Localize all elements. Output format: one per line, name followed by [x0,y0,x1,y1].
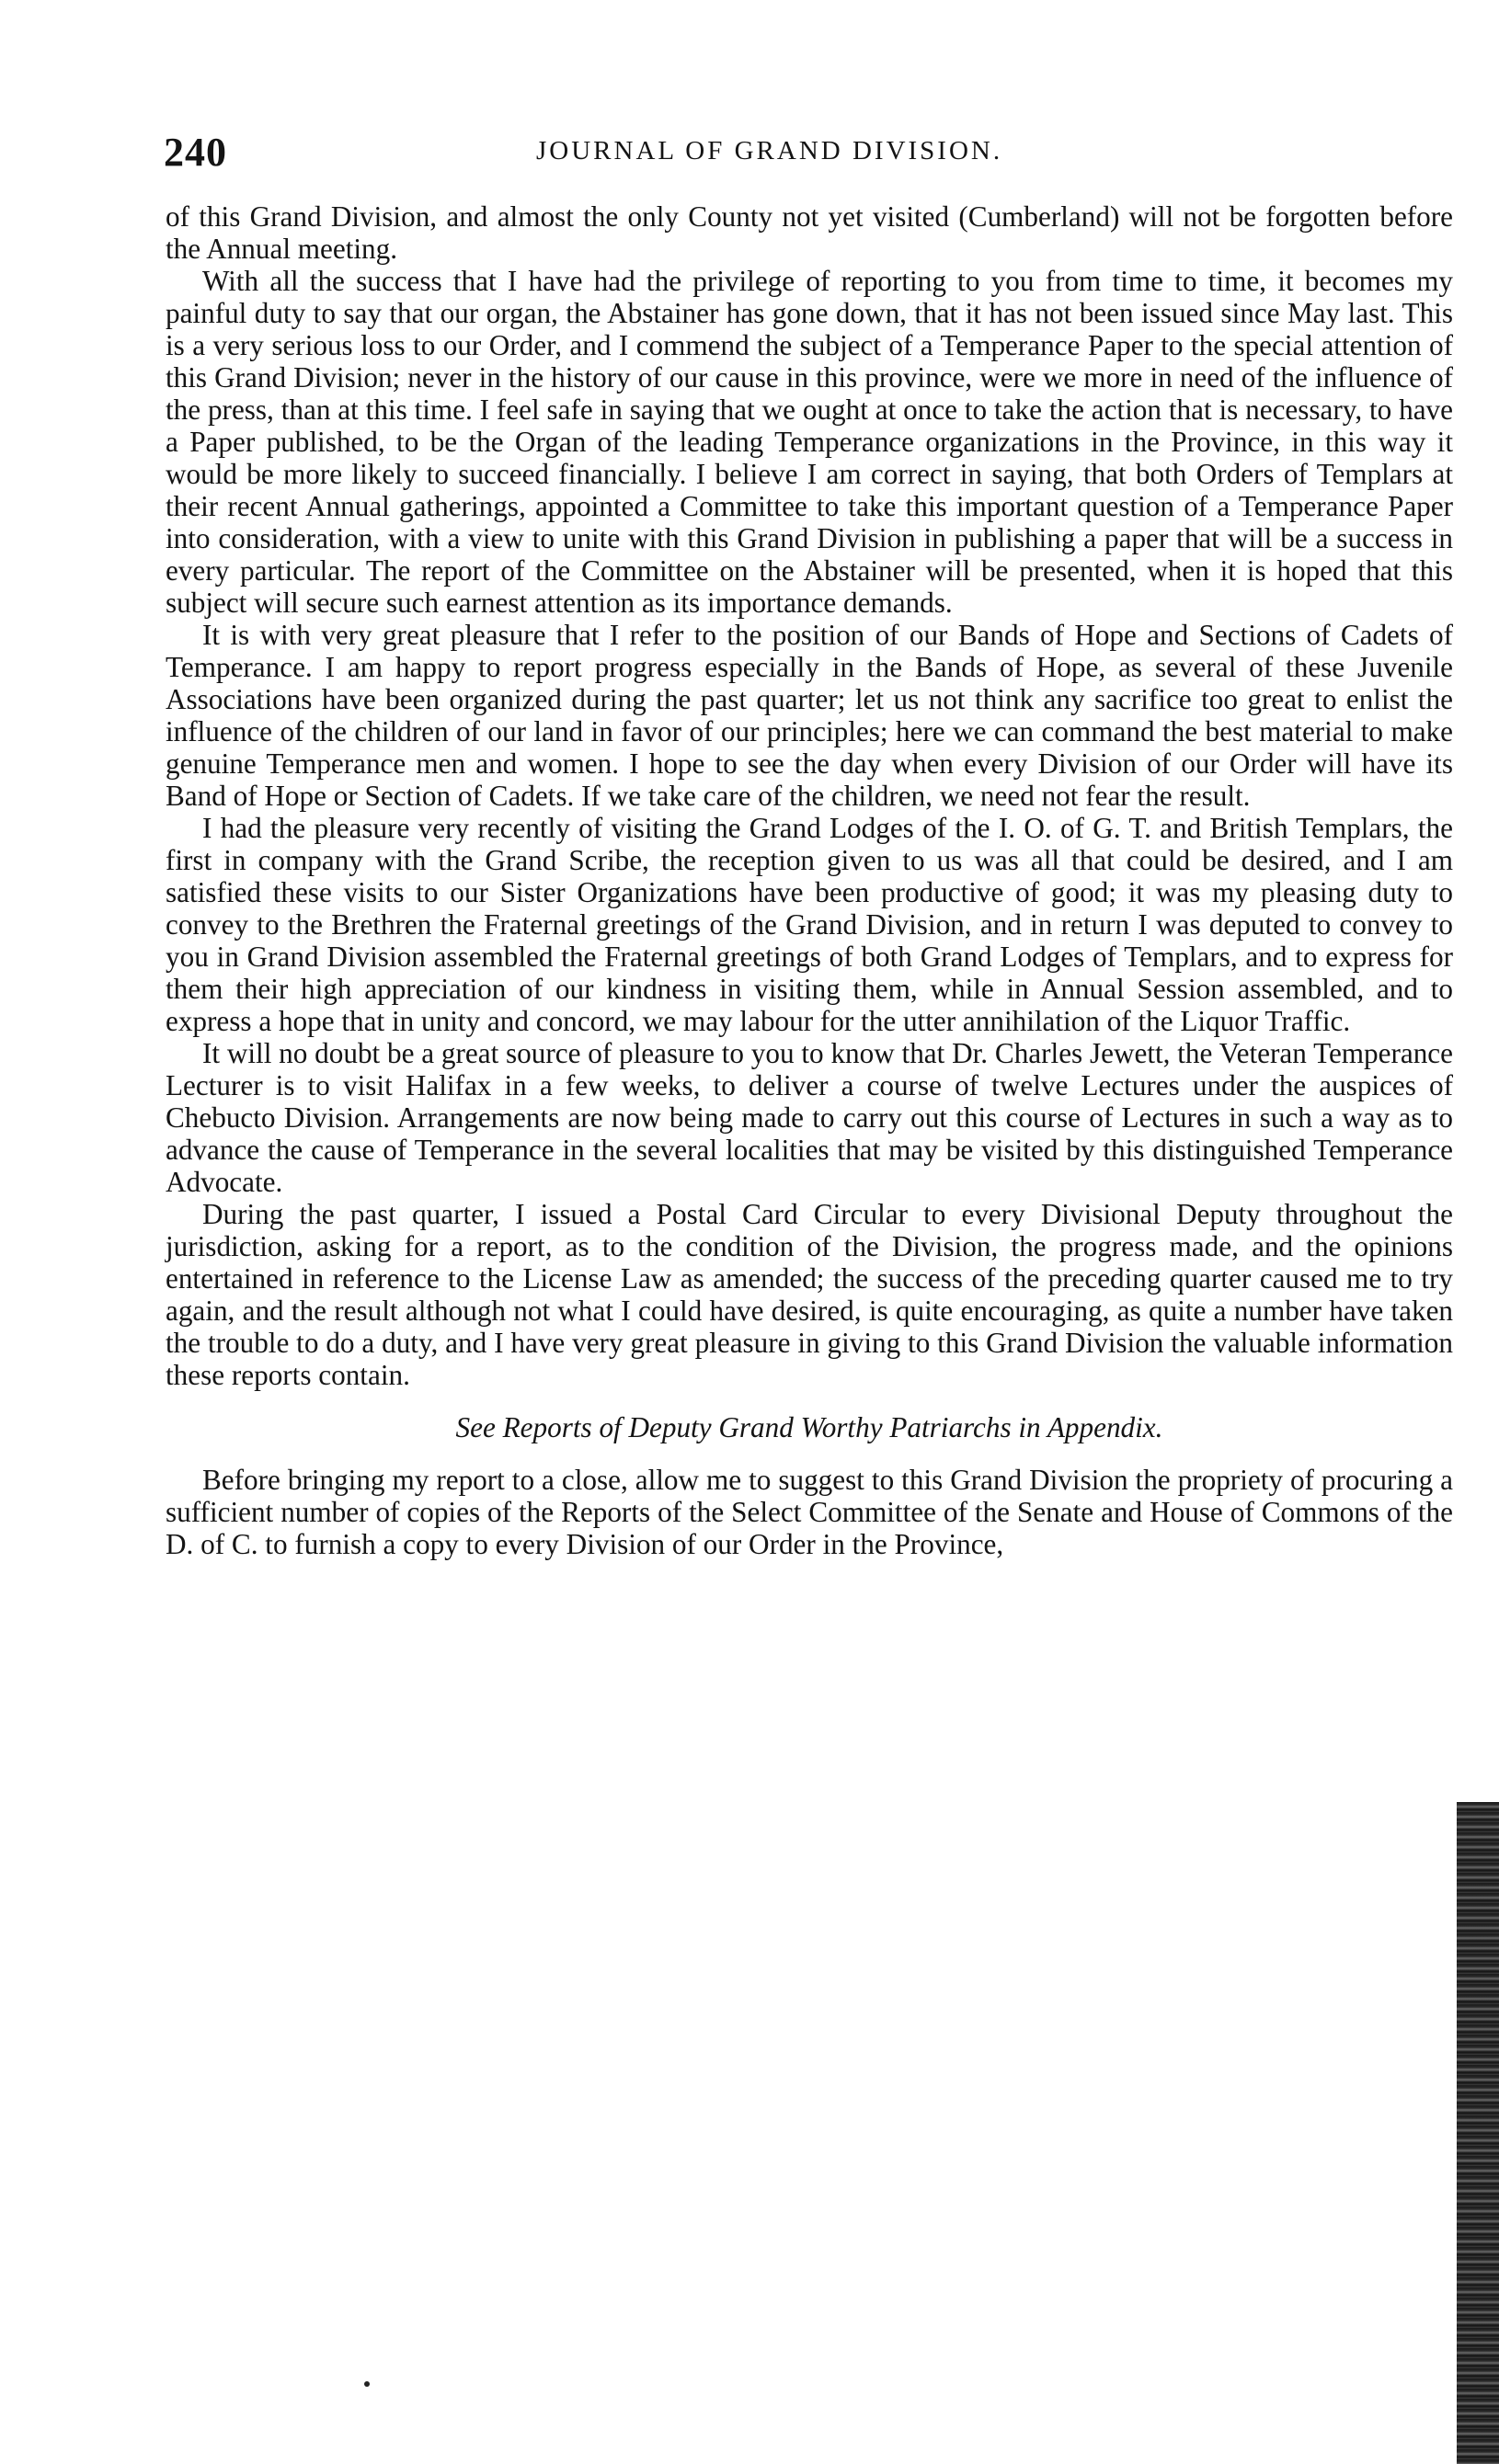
paragraph-bands-of-hope: It is with very great pleasure that I refer to the position of our Bands of Hope and Sections of Cadets of Temperance. I am happy to report progress especially in the Bands of Hope, as several of these Juvenile Associations have been organized during the past quarter; let us not think any sacrifice too great to enlist the influence of the children of our land in favor of our principles; here we can command the best material to make genuine Temperance men and women. I hope to see the day when every Division of our Order will have its Band of Hope or Section of Cadets. If we take care of the children, we need not fear the result. [166,619,1453,812]
paragraph-postal-card: During the past quarter, I issued a Postal Card Circular to every Divisional Deputy throughout the jurisdiction, asking for a report, as to the condition of the Division, the progress made, and the opinions entertained in reference to the License Law as amended; the success of the preceding quarter caused me to try again, and the result although not what I could have desired, is quite encouraging, as quite a number have taken the trouble to do a duty, and I have very great pleasure in giving to this Grand Division the valuable information these reports contain. [166,1198,1453,1391]
paragraph-abstainer: With all the success that I have had the privilege of reporting to you from time to time, it becomes my painful duty to say that our organ, the Abstainer has gone down, that it has not been issued since May last. This is a very serious loss to our Order, and I commend the subject of a Temperance Paper to the special attention of this Grand Division; never in the history of our cause in this province, were we more in need of the influence of the press, than at this time. I feel safe in saying that we ought at once to take the action that is necessary, to have a Paper published, to be the Organ of the leading Temperance organizations in the Province, in this way it would be more likely to succeed financially. I believe I am correct in saying, that both Orders of Templars at their recent Annual gatherings, appointed a Committee to take this important question of a Temperance Paper into consideration, with a view to unite with this Grand Division in publishing a paper that will be a success in every particular. The report of the Committee on the Abstainer will be presented, when it is hoped that this subject will secure such earnest attention as its importance demands. [166,265,1453,619]
paragraph-continuation: of this Grand Division, and almost the only County not yet visited (Cumberland) will not be forgotten before the Annual meeting. [166,200,1453,265]
page-number: 240 [164,130,227,175]
appendix-note: See Reports of Deputy Grand Worthy Patriarchs in Appendix. [455,1411,1163,1443]
paragraph-closing: Before bringing my report to a close, allow me to suggest to this Grand Division the propriety of procuring a sufficient number of copies of the Reports of the Select Committee of the Senate and House of Commons of the D. of C. to furnish a copy to every Division of our Order in the Province, [166,1464,1453,1560]
paragraph-dr-jewett: It will no doubt be a great source of pleasure to you to know that Dr. Charles Jewett, the Veteran Temperance Lecturer is to visit Halifax in a few weeks, to deliver a course of twelve Lectures under the auspices of Chebucto Division. Arrangements are now being made to carry out this course of Lectures in such a way as to advance the cause of Temperance in the several localities that may be visited by this distinguished Temperance Advocate. [166,1037,1453,1198]
scan-edge-shadow [1457,1802,1499,2464]
body-text [166,200,1453,1560]
ink-speck [364,2381,370,2387]
page-header [164,129,1479,175]
paragraph-grand-lodges: I had the pleasure very recently of visiting the Grand Lodges of the I. O. of G. T. and British Templars, the first in company with the Grand Scribe, the reception given to us was all that could be desired, and I am satisfied these visits to our Sister Organizations have been productive of good; it was my pleasing duty to convey to the Brethren the Fraternal greetings of the Grand Division, and in return I was deputed to convey to you in Grand Division assembled the Fraternal greetings of both Grand Lodges of Templars, and to express for them their high appreciation of our kindness in visiting them, while in Annual Session assembled, and to express a hope that in unity and concord, we may labour for the utter annihilation of the Liquor Traffic. [166,812,1453,1037]
running-title: JOURNAL OF GRAND DIVISION. [536,136,1003,165]
